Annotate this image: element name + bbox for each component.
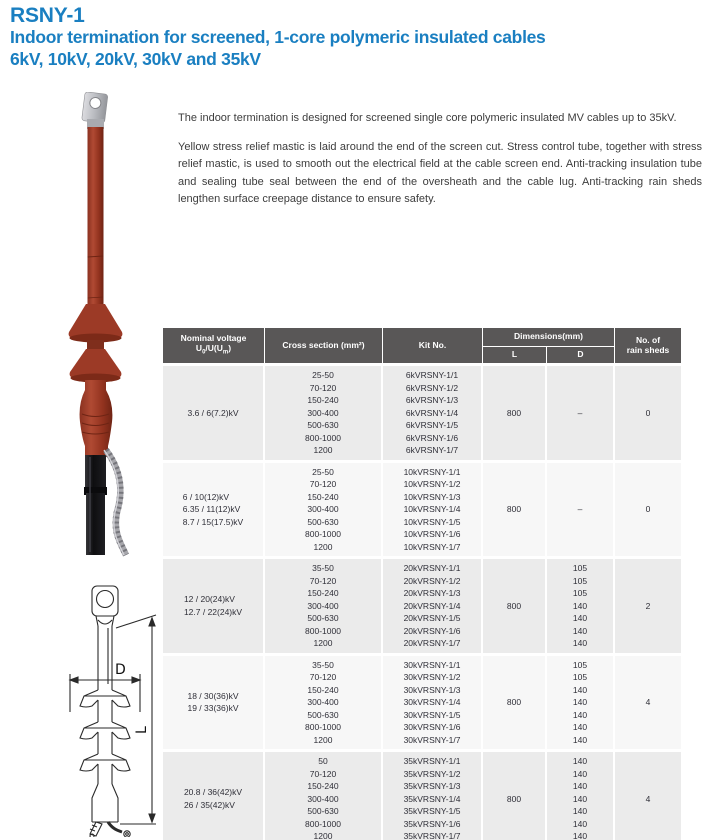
cell-value: 20kVRSNY-1/3 xyxy=(403,588,461,598)
cell-value: 140 xyxy=(572,684,588,695)
cell-lines xyxy=(404,466,461,554)
cell-value: 140 xyxy=(572,709,588,720)
cell-value: 19 / 33(36)kV xyxy=(187,703,239,714)
cell-lines xyxy=(183,491,243,529)
cell-value: 8.7 / 15(17.5)kV xyxy=(182,516,244,527)
cell-value: 6kVRSNY-1/6 xyxy=(405,432,459,443)
cell-value: 70-120 xyxy=(309,575,337,586)
kit-no-cell xyxy=(383,752,483,840)
cell-value: 500-630 xyxy=(307,420,339,430)
cell-lines xyxy=(184,786,242,811)
cell-value: 35kVRSNY-1/7 xyxy=(403,831,461,840)
specification-table xyxy=(163,328,681,840)
cell-value: 800 xyxy=(506,600,522,611)
cell-value: 4 xyxy=(645,697,651,707)
cell-lines xyxy=(646,600,651,613)
cell-value: 35kVRSNY-1/5 xyxy=(403,806,461,816)
cell-value: 6kVRSNY-1/5 xyxy=(405,420,459,430)
header-dimensions: Dimensions(mm) xyxy=(483,328,615,347)
diagram-rain-sheds xyxy=(80,690,130,784)
cell-value: 105 xyxy=(572,563,588,573)
cell-lines xyxy=(404,755,461,840)
cell-value: 800-1000 xyxy=(305,722,341,732)
cell-value: 1200 xyxy=(313,734,333,745)
cell-value: 1200 xyxy=(313,638,333,648)
dim-l-cell xyxy=(483,559,547,653)
dim-d-cell xyxy=(547,559,615,653)
dim-l-cell xyxy=(483,366,547,460)
cell-value: 800 xyxy=(506,793,522,804)
cell-value: 140 xyxy=(572,697,588,707)
dimension-l xyxy=(116,615,156,824)
cell-value: 6.35 / 11(12)kV xyxy=(182,504,241,514)
cell-lines xyxy=(573,659,587,747)
cross-section-cell xyxy=(265,752,383,840)
cell-lines xyxy=(187,407,238,420)
page-subtitle-line2: 6kV, 10kV, 20kV, 30kV and 35kV xyxy=(10,48,261,69)
header-rain-sheds: No. of rain sheds xyxy=(626,334,670,355)
cell-value: 10kVRSNY-1/7 xyxy=(403,541,461,552)
header-nominal-voltage: Nominal voltage $U_0/U(U_m)$ xyxy=(163,328,265,363)
cell-lines xyxy=(305,466,341,554)
cross-section-cell xyxy=(265,559,383,653)
cell-lines xyxy=(507,696,521,709)
voltage-cell xyxy=(163,752,265,840)
cell-lines xyxy=(305,659,341,747)
cell-value: 6kVRSNY-1/4 xyxy=(405,407,459,418)
cell-value: 140 xyxy=(572,600,588,611)
cell-value: 300-400 xyxy=(307,504,339,514)
cell-value: 4 xyxy=(645,793,651,804)
cell-value: 10kVRSNY-1/4 xyxy=(403,504,461,514)
svg-text:L: L xyxy=(134,726,150,734)
cell-value: 140 xyxy=(572,625,588,636)
cell-value: – xyxy=(577,504,583,514)
table-block xyxy=(163,366,681,460)
cell-value: 30kVRSNY-1/4 xyxy=(403,697,461,707)
cell-lines xyxy=(187,690,238,715)
cable-lug xyxy=(82,92,108,123)
header-kit-no: Kit No. xyxy=(383,328,483,363)
cell-value: 70-120 xyxy=(309,672,337,682)
cell-value: 500-630 xyxy=(307,806,339,816)
cell-value: 10kVRSNY-1/1 xyxy=(403,466,461,477)
cell-value: 70-120 xyxy=(309,768,337,779)
diagram-lug xyxy=(92,586,118,626)
voltage-cell xyxy=(163,366,265,460)
table-block xyxy=(163,463,681,557)
cell-value: 35kVRSNY-1/3 xyxy=(403,781,461,791)
cell-value: 0 xyxy=(645,407,651,418)
cell-value: 300-400 xyxy=(307,697,339,707)
cell-lines xyxy=(507,600,521,613)
cell-value: 6kVRSNY-1/3 xyxy=(405,395,459,405)
description xyxy=(178,110,702,220)
voltage-cell xyxy=(163,463,265,557)
cell-value: 140 xyxy=(572,638,588,648)
rain-shed-2 xyxy=(70,349,122,383)
cell-value: 800-1000 xyxy=(305,818,341,829)
cell-value: 12 / 20(24)kV xyxy=(183,594,235,605)
cell-value: 10kVRSNY-1/5 xyxy=(403,516,461,527)
cell-value: 20kVRSNY-1/2 xyxy=(403,575,461,586)
cell-value: 150-240 xyxy=(307,395,339,405)
cell-value: 105 xyxy=(572,575,588,586)
cell-value: 70-120 xyxy=(309,382,337,393)
cell-value: 105 xyxy=(572,588,588,598)
cell-value: 25-50 xyxy=(312,466,334,477)
cell-value: 500-630 xyxy=(307,709,339,720)
cell-value: 35kVRSNY-1/2 xyxy=(403,768,461,779)
dim-d-cell xyxy=(547,656,615,750)
cell-value: 10kVRSNY-1/6 xyxy=(403,529,461,539)
rain-shed-1 xyxy=(69,304,123,343)
cell-value: 30kVRSNY-1/6 xyxy=(403,722,461,732)
header-cross-section: Cross section (mm²) xyxy=(265,328,383,363)
cell-value: 35-50 xyxy=(312,563,334,573)
cell-value: 0 xyxy=(645,504,651,514)
cell-value: 18 / 30(36)kV xyxy=(187,690,239,701)
table-block xyxy=(163,559,681,653)
cell-value: 140 xyxy=(572,722,588,732)
cell-value: 20kVRSNY-1/5 xyxy=(403,613,461,623)
cell-value: 2 xyxy=(645,600,651,611)
cell-value: 800 xyxy=(506,697,522,707)
cell-value: 6kVRSNY-1/1 xyxy=(405,370,459,380)
cell-value: 6kVRSNY-1/7 xyxy=(405,445,459,455)
cell-value: 6 / 10(12)kV xyxy=(182,491,230,502)
cell-value: 800-1000 xyxy=(305,625,341,636)
cell-value: 140 xyxy=(572,793,588,804)
cell-value: 3.6 / 6(7.2)kV xyxy=(187,407,239,418)
cell-value: 800 xyxy=(506,407,522,418)
svg-text:D: D xyxy=(115,662,126,678)
voltage-cell xyxy=(163,656,265,750)
cell-value: 50 xyxy=(318,756,328,766)
cell-value: 30kVRSNY-1/5 xyxy=(403,709,461,720)
dim-d-cell xyxy=(547,752,615,840)
product-photo-image xyxy=(18,92,168,562)
cell-value: 140 xyxy=(572,781,588,791)
kit-no-cell xyxy=(383,463,483,557)
cell-value: 140 xyxy=(572,831,588,840)
cell-lines xyxy=(573,755,587,840)
cell-value: 800-1000 xyxy=(305,529,341,539)
cell-lines xyxy=(507,407,521,420)
cell-lines xyxy=(646,503,651,516)
cell-value: 20kVRSNY-1/6 xyxy=(403,625,461,636)
cell-value: 20kVRSNY-1/4 xyxy=(403,600,461,611)
cell-value: 1200 xyxy=(313,831,333,840)
header-dim-d: D xyxy=(547,347,615,363)
cell-value: 140 xyxy=(572,613,588,623)
dim-l-cell xyxy=(483,656,547,750)
cell-value: 300-400 xyxy=(307,600,339,611)
cell-value: 105 xyxy=(572,659,588,670)
cell-lines xyxy=(404,659,461,747)
cell-value: 10kVRSNY-1/2 xyxy=(403,479,461,489)
cell-value: 1200 xyxy=(313,541,333,552)
rain-sheds-cell xyxy=(615,366,681,460)
cell-value: 30kVRSNY-1/7 xyxy=(403,734,461,745)
cell-value: 500-630 xyxy=(307,516,339,527)
cross-section-cell xyxy=(265,656,383,750)
cell-value: 150-240 xyxy=(307,588,339,598)
header-dim-l: L xyxy=(483,347,547,363)
cell-lines xyxy=(578,407,583,420)
cell-lines xyxy=(305,369,341,457)
cell-value: 26 / 35(42)kV xyxy=(183,799,235,810)
cell-value: 140 xyxy=(572,756,588,766)
kit-no-cell xyxy=(383,366,483,460)
cell-value: 150-240 xyxy=(307,781,339,791)
kit-no-cell xyxy=(383,559,483,653)
cell-value: 70-120 xyxy=(309,479,337,489)
cell-lines xyxy=(578,503,583,516)
page-subtitle-line1: Indoor termination for screened, 1-core polymeric insulated cables xyxy=(10,27,546,48)
dim-l-cell xyxy=(483,463,547,557)
cell-value: – xyxy=(577,407,583,418)
table-body xyxy=(163,366,681,840)
diagram-boot xyxy=(92,784,118,822)
cell-lines xyxy=(646,696,651,709)
table-block xyxy=(163,656,681,750)
cell-lines xyxy=(646,407,651,420)
rain-sheds-cell xyxy=(615,752,681,840)
cell-value: 500-630 xyxy=(307,613,339,623)
cell-value: 800-1000 xyxy=(305,432,341,443)
sealing-boot xyxy=(80,380,113,457)
voltage-cell xyxy=(163,559,265,653)
cell-value: 30kVRSNY-1/1 xyxy=(403,659,461,670)
cell-lines xyxy=(305,562,341,650)
cell-value: 35kVRSNY-1/1 xyxy=(403,756,461,766)
cell-value: 140 xyxy=(572,806,588,816)
cell-value: 1200 xyxy=(313,445,333,455)
red-insulation-tube xyxy=(88,127,104,304)
cell-value: 300-400 xyxy=(307,793,339,804)
cell-lines xyxy=(305,755,341,840)
rain-sheds-cell xyxy=(615,463,681,557)
cell-lines xyxy=(406,369,458,457)
cell-value: 150-240 xyxy=(307,491,339,502)
cell-value: 800 xyxy=(506,504,522,514)
cell-value: 300-400 xyxy=(307,407,339,418)
cell-value: 35kVRSNY-1/4 xyxy=(403,793,461,804)
description-paragraph-1: The indoor termination is designed for screened single core polymeric insulated MV cables up to 35kV. xyxy=(178,112,677,124)
cell-value: 30kVRSNY-1/2 xyxy=(403,672,461,682)
cell-lines xyxy=(573,562,587,650)
cell-lines xyxy=(404,562,461,650)
cell-value: 20kVRSNY-1/7 xyxy=(403,638,461,648)
title-block xyxy=(10,4,700,71)
cell-value: 30kVRSNY-1/3 xyxy=(403,684,461,695)
cell-value: 140 xyxy=(572,768,588,779)
cell-value: 140 xyxy=(572,818,588,829)
cell-value: 6kVRSNY-1/2 xyxy=(405,382,459,393)
cell-lines xyxy=(507,793,521,806)
cross-section-cell xyxy=(265,463,383,557)
cell-lines xyxy=(646,793,651,806)
cell-value: 150-240 xyxy=(307,684,339,695)
cell-value: 35-50 xyxy=(312,659,334,670)
cell-value: 140 xyxy=(572,734,588,745)
cross-section-cell xyxy=(265,366,383,460)
cable-and-screen-braid xyxy=(84,450,126,555)
cell-value: 12.7 / 22(24)kV xyxy=(183,606,243,617)
cell-lines xyxy=(507,503,521,516)
table-block xyxy=(163,752,681,840)
kit-no-cell xyxy=(383,656,483,750)
rain-sheds-cell xyxy=(615,656,681,750)
table-header xyxy=(163,328,681,363)
cell-value: 20.8 / 36(42)kV xyxy=(183,787,243,798)
dimension-diagram-drawing xyxy=(42,584,167,837)
cell-lines xyxy=(184,593,242,618)
cell-value: 105 xyxy=(572,672,588,682)
cell-value: 25-50 xyxy=(312,370,334,380)
dimension-diagram-image xyxy=(42,584,167,837)
cell-value: 10kVRSNY-1/3 xyxy=(403,491,461,502)
dim-d-cell xyxy=(547,366,615,460)
dim-d-cell xyxy=(547,463,615,557)
cell-value: 20kVRSNY-1/1 xyxy=(403,563,461,573)
termination-photo-drawing xyxy=(18,92,168,562)
description-paragraph-2: Yellow stress relief mastic is laid around the end of the screen cut. Stress control tube, together with stress relief mastic, is used to smooth out the electrical field at the cable screen end. Anti-tracking insulation tube and sealing tube seal between the end of the oversheath and the cable lug. Anti-tracking rain sheds lengthen surface creepage distance to ensure safety. xyxy=(178,140,702,206)
cell-value: 35kVRSNY-1/6 xyxy=(403,818,461,829)
page-title: RSNY-1 xyxy=(10,4,85,27)
dim-l-cell xyxy=(483,752,547,840)
rain-sheds-cell xyxy=(615,559,681,653)
